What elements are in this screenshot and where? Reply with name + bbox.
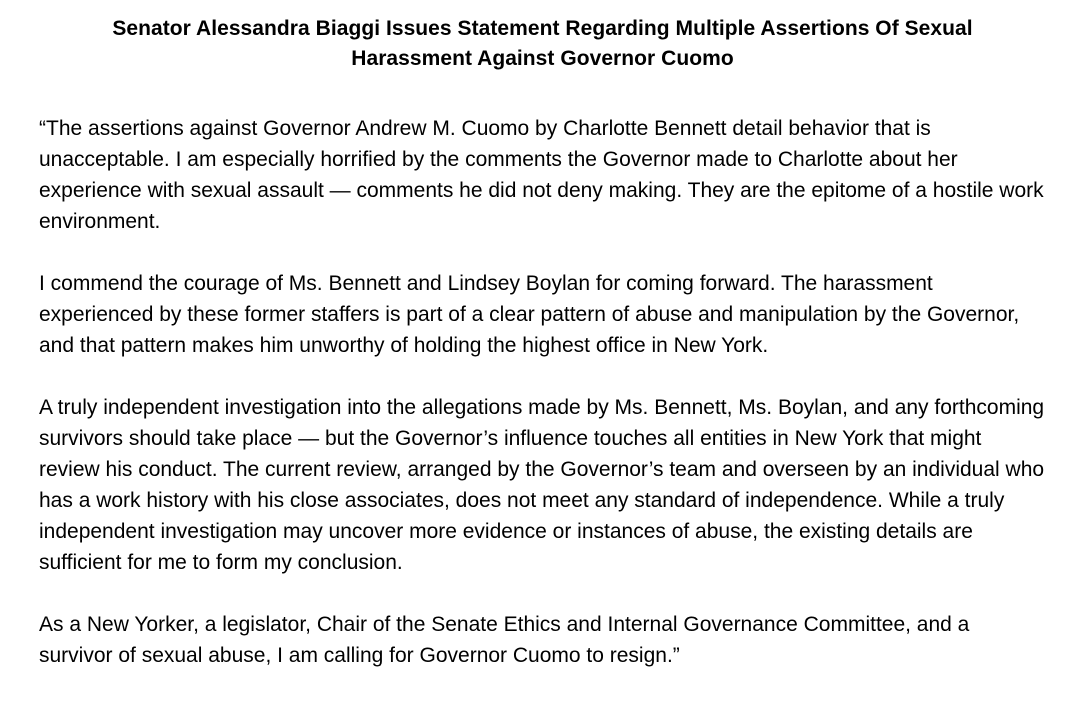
statement-body [39, 113, 1046, 671]
statement-paragraph-3: A truly independent investigation into the allegations made by Ms. Bennett, Ms. Boylan, and any forthcoming survivors should take place — but the Governor’s influence touches all entities in New York that might review his conduct. The current review, arranged by the Governor’s team and overseen by an individual who has a work history with his close associates, does not meet any standard of independence. While a truly independent investigation may uncover more evidence or instances of abuse, the existing details are sufficient for me to form my conclusion. [39, 396, 1045, 574]
document-title [39, 14, 1046, 74]
title-line-1: Senator Alessandra Biaggi Issues Statement Regarding Multiple Assertions Of Sexual [112, 17, 973, 40]
title-line-2: Harassment Against Governor Cuomo [351, 47, 734, 70]
statement-paragraph-1: “The assertions against Governor Andrew M. Cuomo by Charlotte Bennett detail behavior that is unacceptable. I am especially horrified by the comments the Governor made to Charlotte about her experience with sexual assault — comments he did not deny making. They are the epitome of a hostile work environment. [39, 117, 1044, 233]
statement-paragraph-4: As a New Yorker, a legislator, Chair of the Senate Ethics and Internal Governance Committee, and a survivor of sexual abuse, I am calling for Governor Cuomo to resign.” [39, 613, 970, 667]
statement-paragraph-2: I commend the courage of Ms. Bennett and Lindsey Boylan for coming forward. The harassment experienced by these former staffers is part of a clear pattern of abuse and manipulation by the Governor, and that pattern makes him unworthy of holding the highest office in New York. [39, 272, 1020, 357]
